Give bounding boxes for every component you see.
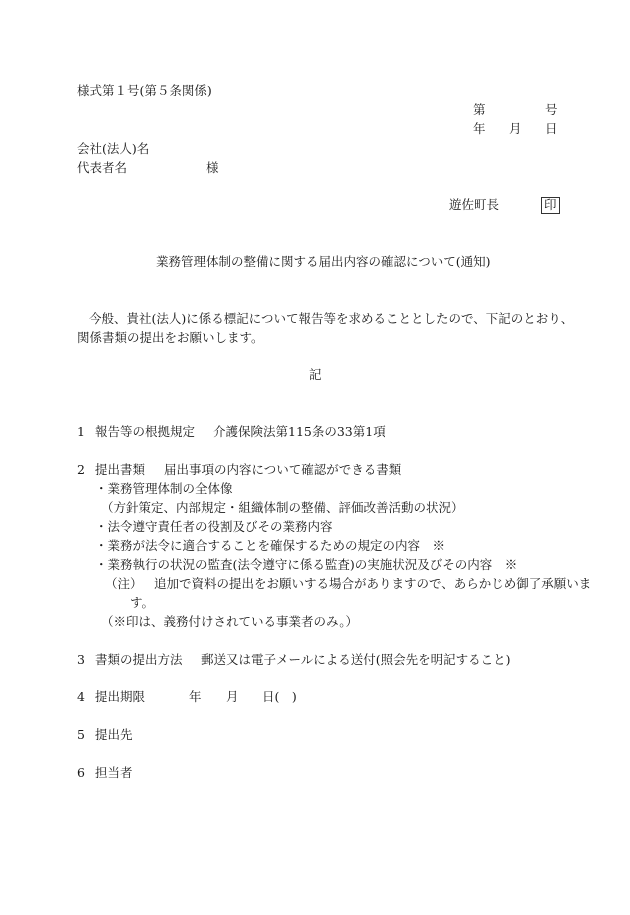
body-line-1: 今般、貴社(法人)に係る標記について報告等を求めることとしたので、下記のとおり、 bbox=[89, 311, 574, 326]
item5-label: 提出先 bbox=[95, 727, 133, 742]
item2-note-line-1: 追加で資料の提出をお願いする場合がありますので、あらかじめ御了承願いま bbox=[154, 576, 592, 591]
item1-label: 報告等の根拠規定 bbox=[95, 424, 196, 439]
body-line-2: 関係書類の提出をお願いします。 bbox=[77, 330, 264, 345]
item2-bullet-1: ・業務管理体制の全体像 bbox=[95, 481, 233, 496]
company-label: 会社(法人)名 bbox=[77, 141, 150, 156]
date-month: 月 bbox=[509, 121, 522, 136]
item2-number: 2 bbox=[77, 462, 85, 477]
date-year: 年 bbox=[473, 121, 486, 136]
sender-title: 遊佐町長 bbox=[449, 197, 500, 212]
item3-value: 郵送又は電子メールによる送付(照会先を明記すること) bbox=[201, 652, 511, 667]
item4-month: 月 bbox=[226, 689, 239, 704]
item4-label: 提出期限 bbox=[95, 689, 146, 704]
seal-text: 印 bbox=[541, 197, 560, 214]
item4-number: 4 bbox=[77, 689, 85, 704]
item2-note-label: （注） bbox=[105, 576, 143, 591]
form-label: 様式第１号(第５条関係) bbox=[77, 83, 212, 98]
honorific: 様 bbox=[206, 160, 219, 175]
item4-day: 日( ) bbox=[262, 689, 297, 704]
item2-bullet-2: ・法令遵守責任者の役割及びその業務内容 bbox=[95, 519, 333, 534]
item5-number: 5 bbox=[77, 727, 85, 742]
representative-label: 代表者名 bbox=[77, 160, 128, 175]
item6-label: 担当者 bbox=[95, 765, 133, 780]
doc-number-suffix: 号 bbox=[545, 102, 558, 117]
document-title: 業務管理体制の整備に関する届出内容の確認について(通知) bbox=[156, 254, 491, 269]
item1-number: 1 bbox=[77, 424, 85, 439]
item2-asterisk-note: （※印は、義務付けされている事業者のみ。） bbox=[101, 614, 359, 629]
doc-number-prefix: 第 bbox=[473, 102, 486, 117]
item2-label: 提出書類 bbox=[95, 462, 146, 477]
item2-value: 届出事項の内容について確認ができる書類 bbox=[164, 462, 402, 477]
item1-value: 介護保険法第115条の33第1項 bbox=[213, 424, 386, 439]
item2-bullet-1-detail: （方針策定、内部規定・組織体制の整備、評価改善活動の状況） bbox=[101, 500, 464, 515]
seal-mark bbox=[541, 197, 560, 214]
item2-bullet-4: ・業務執行の状況の監査(法令遵守に係る監査)の実施状況及びその内容 ※ bbox=[95, 557, 518, 572]
item6-number: 6 bbox=[77, 765, 85, 780]
ki-heading: 記 bbox=[309, 367, 322, 382]
item3-label: 書類の提出方法 bbox=[95, 652, 183, 667]
item2-bullet-3: ・業務が法令に適合することを確保するための規定の内容 ※ bbox=[95, 538, 446, 553]
item3-number: 3 bbox=[77, 652, 85, 667]
date-day: 日 bbox=[545, 121, 558, 136]
item2-note-line-2: す。 bbox=[130, 595, 155, 610]
item4-year: 年 bbox=[189, 689, 202, 704]
